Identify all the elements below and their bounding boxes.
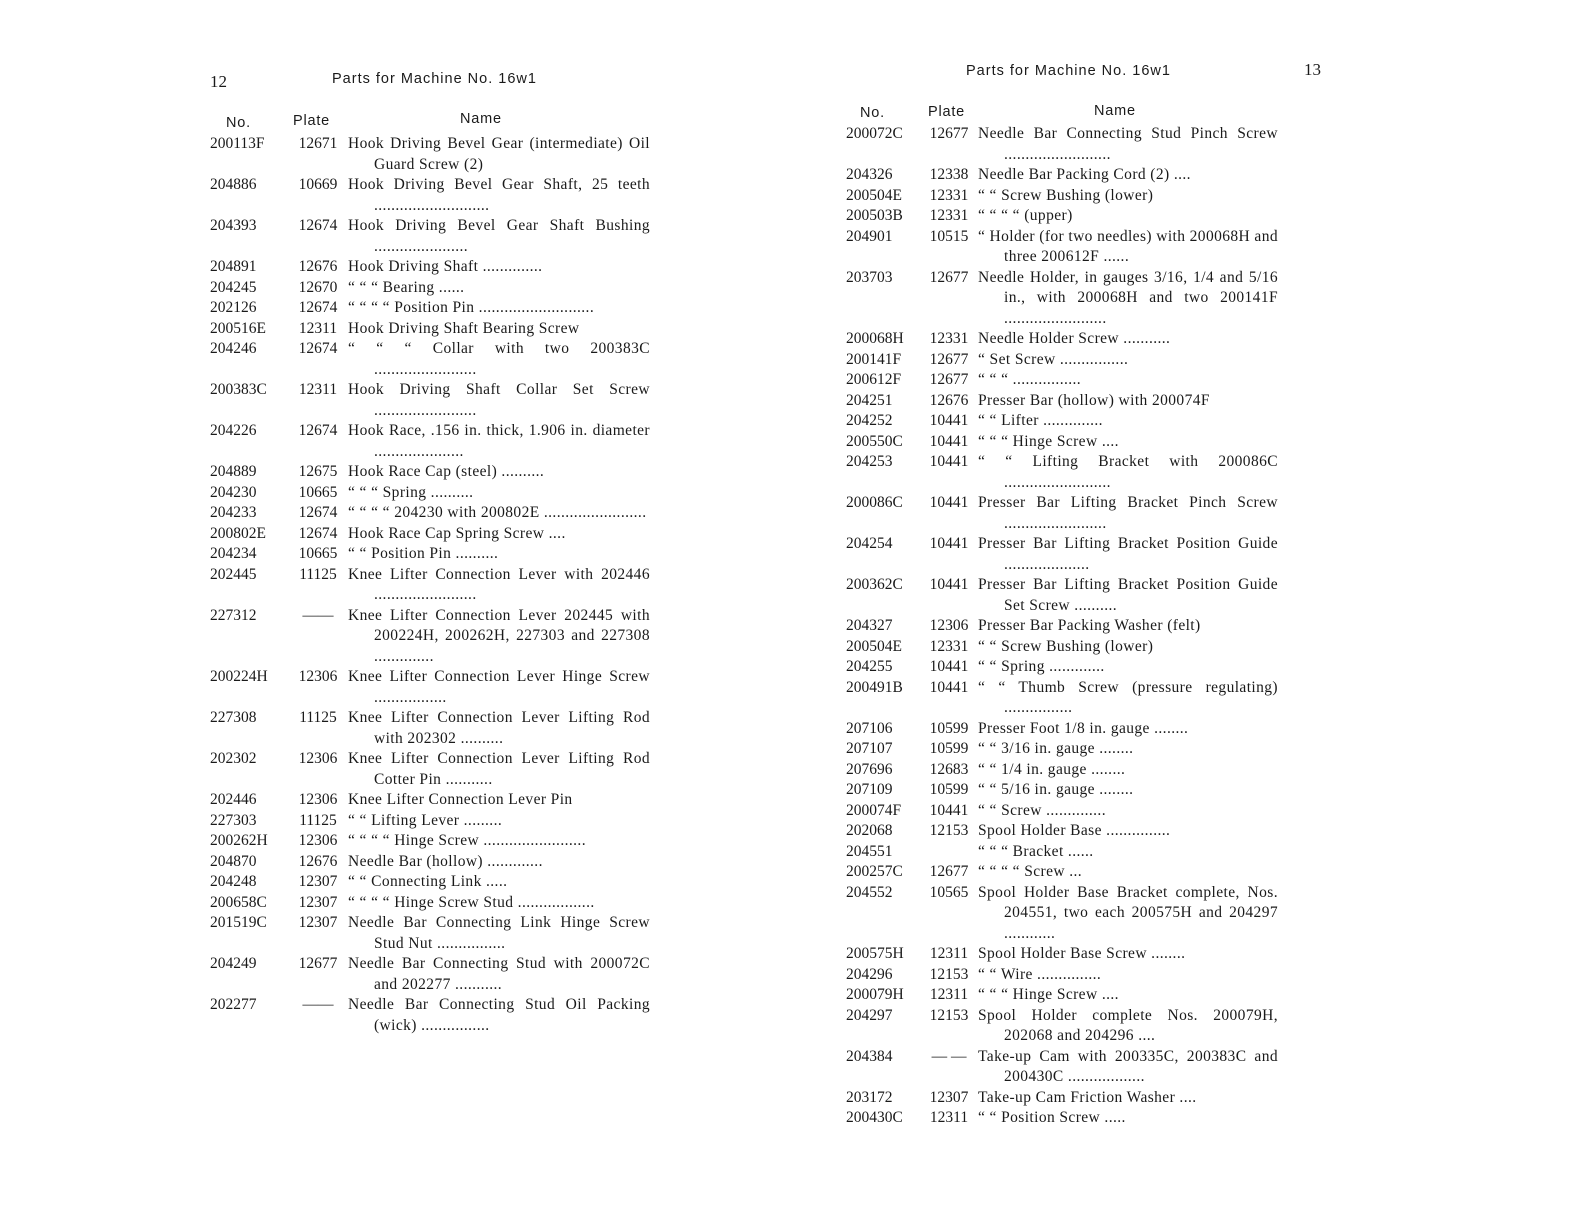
plate-number: 12677 bbox=[929, 371, 969, 388]
part-name: Spool Holder Base ............... bbox=[978, 822, 1171, 839]
plate-number: 10599 bbox=[929, 781, 969, 798]
part-name: Spool Holder Base Bracket complete, Nos. 204551, two each 200575H and 204297 ............ bbox=[978, 883, 1278, 942]
part-name: Knee Lifter Connection Lever Lifting Rod Cotter Pin ........... bbox=[348, 750, 650, 788]
plate-number: 12153 bbox=[929, 1006, 969, 1024]
parts-row bbox=[210, 503, 650, 524]
column-header-no: No. bbox=[226, 115, 251, 131]
running-head: Parts for Machine No. 16w1 bbox=[966, 63, 1171, 79]
parts-row bbox=[846, 1047, 1278, 1088]
part-number: 200262H bbox=[210, 832, 268, 849]
part-name: “ “ “ “ (upper) bbox=[978, 207, 1073, 224]
parts-row bbox=[846, 186, 1278, 207]
part-number: 204889 bbox=[210, 463, 257, 480]
part-name: “ “ Lifting Lever ......... bbox=[348, 811, 503, 829]
part-name: Needle Bar Packing Cord (2) .... bbox=[978, 166, 1191, 183]
parts-row bbox=[846, 493, 1278, 534]
parts-row bbox=[210, 708, 650, 749]
part-number: 204384 bbox=[846, 1047, 893, 1065]
part-name: Presser Bar Lifting Bracket Position Guide .................... bbox=[978, 535, 1278, 573]
parts-row bbox=[846, 801, 1278, 822]
parts-row bbox=[846, 329, 1278, 350]
plate-number: 12676 bbox=[929, 391, 969, 409]
plate-number: 12338 bbox=[929, 166, 969, 183]
part-name: Take-up Cam Friction Washer .... bbox=[978, 1088, 1197, 1106]
part-name: “ Holder (for two needles) with 200068H and three 200612F ...... bbox=[978, 227, 1278, 265]
part-number: 200074F bbox=[846, 801, 902, 819]
plate-number: 10515 bbox=[929, 227, 969, 245]
parts-row bbox=[846, 985, 1278, 1006]
part-number: 203172 bbox=[846, 1088, 893, 1106]
part-name: “ “ “ ................ bbox=[978, 371, 1082, 388]
part-number: 207109 bbox=[846, 781, 893, 798]
parts-row bbox=[846, 124, 1278, 165]
part-name: “ “ “ Hinge Screw .... bbox=[978, 986, 1119, 1003]
plate-number: 12683 bbox=[929, 760, 969, 778]
plate-number: 12311 bbox=[929, 986, 969, 1003]
part-number: 202068 bbox=[846, 822, 893, 839]
part-name: “ “ “ Hinge Screw .... bbox=[978, 432, 1119, 450]
part-number: 204246 bbox=[210, 340, 257, 357]
parts-row bbox=[846, 883, 1278, 945]
part-number: 200086C bbox=[846, 494, 903, 511]
part-name: “ “ Thumb Screw (pressure regulating) ................ bbox=[978, 678, 1278, 716]
part-name: Presser Foot 1/8 in. gauge ........ bbox=[978, 719, 1189, 737]
plate-number: — — bbox=[931, 1047, 967, 1065]
plate-number: 11125 bbox=[299, 709, 337, 726]
part-number: 200658C bbox=[210, 893, 267, 911]
part-number: 204248 bbox=[210, 873, 257, 890]
part-name: Presser Bar Lifting Bracket Pinch Screw ........................ bbox=[978, 494, 1278, 532]
column-header-no: No. bbox=[860, 105, 885, 121]
part-name: “ “ Position Screw ..... bbox=[978, 1109, 1126, 1126]
part-name: “ “ “ Collar with two 200383C ........................ bbox=[348, 340, 650, 378]
column-header-name: Name bbox=[1094, 103, 1136, 119]
plate-number: 10441 bbox=[929, 678, 969, 696]
part-name: “ “ “ “ Hinge Screw ........................ bbox=[348, 832, 586, 849]
plate-number: 12311 bbox=[298, 381, 338, 398]
part-number: 200491B bbox=[846, 678, 903, 696]
parts-row bbox=[846, 616, 1278, 637]
part-name: “ “ “ “ 204230 with 200802E ........................ bbox=[348, 504, 647, 521]
parts-row bbox=[846, 165, 1278, 186]
part-number: 204297 bbox=[846, 1006, 893, 1024]
part-number: 200516E bbox=[210, 319, 266, 337]
parts-row bbox=[846, 1088, 1278, 1109]
part-name: “ Set Screw ................ bbox=[978, 350, 1129, 368]
parts-row bbox=[210, 811, 650, 832]
plate-number: 10565 bbox=[929, 883, 969, 901]
part-number: 200504E bbox=[846, 637, 902, 655]
plate-number: 12674 bbox=[298, 299, 338, 316]
parts-row bbox=[210, 278, 650, 299]
parts-row bbox=[846, 1108, 1278, 1129]
parts-row bbox=[846, 206, 1278, 227]
plate-number: 12307 bbox=[929, 1088, 969, 1106]
part-name: Needle Bar Connecting Stud Oil Packing (wick) ................ bbox=[348, 996, 650, 1034]
plate-number: —— bbox=[302, 996, 334, 1013]
parts-row bbox=[210, 606, 650, 668]
plate-number: 10441 bbox=[929, 453, 969, 470]
parts-row bbox=[210, 175, 650, 216]
plate-number: 12311 bbox=[298, 319, 338, 337]
column-header-plate: Plate bbox=[293, 113, 331, 129]
plate-number: 12677 bbox=[929, 268, 969, 286]
plate-number: 11125 bbox=[299, 811, 337, 829]
part-name: Presser Bar (hollow) with 200074F bbox=[978, 391, 1210, 409]
part-name: Knee Lifter Connection Lever with 202446 ........................ bbox=[348, 565, 650, 603]
part-number: 204226 bbox=[210, 422, 257, 439]
part-number: 200113F bbox=[210, 135, 265, 152]
part-number: 204551 bbox=[846, 842, 893, 860]
parts-row bbox=[210, 893, 650, 914]
part-name: Needle Bar Connecting Stud with 200072C and 202277 ........... bbox=[348, 955, 650, 993]
parts-list-left bbox=[210, 134, 650, 1036]
part-name: “ “ “ Bearing ...... bbox=[348, 278, 465, 296]
part-number: 200068H bbox=[846, 330, 904, 347]
parts-row bbox=[846, 842, 1278, 863]
part-name: Take-up Cam with 200335C, 200383C and 200430C .................. bbox=[978, 1047, 1278, 1085]
plate-number: 12331 bbox=[929, 186, 969, 204]
parts-row bbox=[210, 339, 650, 380]
parts-row bbox=[210, 565, 650, 606]
parts-row bbox=[846, 739, 1278, 760]
part-name: “ “ 1/4 in. gauge ........ bbox=[978, 760, 1126, 778]
part-name: “ “ Spring ............. bbox=[978, 658, 1105, 675]
parts-row bbox=[846, 760, 1278, 781]
part-number: 200550C bbox=[846, 432, 903, 450]
part-name: “ “ Lifting Bracket with 200086C ......................... bbox=[978, 453, 1278, 491]
plate-number: 12306 bbox=[298, 832, 338, 849]
parts-row bbox=[846, 944, 1278, 965]
part-name: Hook Race Cap Spring Screw .... bbox=[348, 524, 566, 542]
plate-number: 10665 bbox=[298, 483, 338, 501]
parts-row bbox=[846, 227, 1278, 268]
part-name: “ “ Lifter .............. bbox=[978, 412, 1103, 429]
part-name: “ “ “ “ Screw ... bbox=[978, 863, 1083, 880]
running-head: Parts for Machine No. 16w1 bbox=[332, 71, 537, 87]
part-name: “ “ Screw Bushing (lower) bbox=[978, 186, 1154, 204]
plate-number: 12306 bbox=[298, 791, 338, 808]
parts-row bbox=[210, 216, 650, 257]
part-number: 207107 bbox=[846, 740, 893, 757]
plate-number: 11125 bbox=[299, 565, 337, 583]
part-name: Presser Bar Packing Washer (felt) bbox=[978, 617, 1201, 634]
part-number: 204245 bbox=[210, 278, 257, 296]
part-number: 200802E bbox=[210, 524, 266, 542]
plate-number: 12674 bbox=[298, 504, 338, 521]
parts-row bbox=[846, 350, 1278, 371]
page-number: 12 bbox=[210, 72, 227, 91]
plate-number: 10599 bbox=[929, 719, 969, 737]
parts-row bbox=[210, 954, 650, 995]
plate-number: 10441 bbox=[929, 801, 969, 819]
parts-row bbox=[846, 432, 1278, 453]
part-name: Hook Race Cap (steel) .......... bbox=[348, 463, 545, 480]
parts-row bbox=[210, 872, 650, 893]
part-number: 204296 bbox=[846, 965, 893, 983]
column-header-plate: Plate bbox=[928, 104, 966, 120]
part-name: Spool Holder complete Nos. 200079H, 202068 and 204296 .... bbox=[978, 1006, 1278, 1044]
plate-number: 12307 bbox=[298, 873, 338, 890]
parts-list-right bbox=[846, 124, 1278, 1129]
parts-row bbox=[846, 719, 1278, 740]
plate-number: 10669 bbox=[298, 176, 338, 193]
part-name: Hook Driving Bevel Gear (intermediate) Oil Guard Screw (2) bbox=[348, 135, 650, 173]
plate-number: 10441 bbox=[929, 412, 969, 429]
part-number: 204393 bbox=[210, 217, 257, 234]
plate-number: 12676 bbox=[298, 852, 338, 870]
plate-number: 12306 bbox=[929, 617, 969, 634]
plate-number: 12677 bbox=[929, 350, 969, 368]
part-number: 204901 bbox=[846, 227, 893, 245]
part-number: 204870 bbox=[210, 852, 257, 870]
part-name: Hook Driving Shaft Bearing Screw bbox=[348, 319, 580, 337]
part-number: 200383C bbox=[210, 381, 267, 398]
plate-number: 12153 bbox=[929, 822, 969, 839]
plate-number: 12311 bbox=[929, 1109, 969, 1126]
part-number: 200575H bbox=[846, 945, 904, 962]
part-number: 204252 bbox=[846, 412, 893, 429]
part-name: Hook Race, .156 in. thick, 1.906 in. diameter ..................... bbox=[348, 422, 650, 460]
part-number: 200257C bbox=[846, 863, 903, 880]
plate-number: —— bbox=[302, 606, 334, 624]
plate-number: 12674 bbox=[298, 422, 338, 439]
plate-number: 10441 bbox=[929, 535, 969, 552]
plate-number: 10599 bbox=[929, 740, 969, 757]
parts-row bbox=[210, 319, 650, 340]
part-name: Hook Driving Bevel Gear Shaft, 25 teeth ........................... bbox=[348, 176, 650, 214]
parts-row bbox=[210, 831, 650, 852]
part-name: Spool Holder Base Screw ........ bbox=[978, 945, 1186, 962]
part-number: 204234 bbox=[210, 545, 257, 562]
plate-number: 12671 bbox=[298, 135, 338, 152]
plate-number: 10441 bbox=[929, 576, 969, 593]
part-name: “ “ Connecting Link ..... bbox=[348, 873, 508, 890]
part-number: 204891 bbox=[210, 258, 257, 275]
parts-row bbox=[210, 913, 650, 954]
parts-row bbox=[846, 637, 1278, 658]
plate-number: 12331 bbox=[929, 207, 969, 224]
parts-row bbox=[846, 1006, 1278, 1047]
plate-number: 12677 bbox=[929, 125, 969, 142]
part-number: 200072C bbox=[846, 125, 903, 142]
part-number: 200503B bbox=[846, 207, 903, 224]
plate-number: 12307 bbox=[298, 893, 338, 911]
parts-row bbox=[846, 452, 1278, 493]
part-number: 227303 bbox=[210, 811, 257, 829]
plate-number: 12674 bbox=[298, 217, 338, 234]
parts-row bbox=[210, 380, 650, 421]
parts-row bbox=[846, 370, 1278, 391]
plate-number: 10665 bbox=[298, 545, 338, 562]
part-name: Needle Bar Connecting Link Hinge Screw Stud Nut ................ bbox=[348, 914, 650, 952]
parts-row bbox=[210, 134, 650, 175]
parts-row bbox=[210, 995, 650, 1036]
plate-number: 12306 bbox=[298, 668, 338, 685]
right-page bbox=[820, 0, 1584, 1224]
plate-number: 12677 bbox=[298, 955, 338, 972]
part-name: “ “ “ “ Hinge Screw Stud .................. bbox=[348, 893, 595, 911]
parts-row bbox=[846, 965, 1278, 986]
plate-number: 12331 bbox=[929, 330, 969, 347]
left-page bbox=[0, 0, 760, 1224]
part-number: 200430C bbox=[846, 1109, 903, 1126]
parts-row bbox=[210, 749, 650, 790]
part-number: 204233 bbox=[210, 504, 257, 521]
part-number: 204230 bbox=[210, 483, 257, 501]
part-number: 202126 bbox=[210, 299, 257, 316]
part-number: 204254 bbox=[846, 535, 893, 552]
part-number: 204326 bbox=[846, 166, 893, 183]
parts-row bbox=[846, 657, 1278, 678]
parts-row bbox=[210, 667, 650, 708]
part-number: 204255 bbox=[846, 658, 893, 675]
plate-number: 12674 bbox=[298, 340, 338, 357]
parts-row bbox=[846, 575, 1278, 616]
plate-number: 12331 bbox=[929, 637, 969, 655]
plate-number: 12153 bbox=[929, 965, 969, 983]
part-number: 204251 bbox=[846, 391, 893, 409]
parts-row bbox=[210, 257, 650, 278]
part-name: Knee Lifter Connection Lever 202445 with 200224H, 200262H, 227303 and 227308 .............. bbox=[348, 606, 650, 665]
parts-row bbox=[210, 462, 650, 483]
parts-row bbox=[846, 780, 1278, 801]
part-number: 200612F bbox=[846, 371, 902, 388]
parts-row bbox=[210, 790, 650, 811]
plate-number: 12674 bbox=[298, 524, 338, 542]
plate-number: 12675 bbox=[298, 463, 338, 480]
part-name: “ “ Position Pin .......... bbox=[348, 545, 499, 562]
parts-row bbox=[210, 421, 650, 462]
part-name: Presser Bar Lifting Bracket Position Guide Set Screw .......... bbox=[978, 576, 1278, 614]
part-name: Hook Driving Bevel Gear Shaft Bushing ...................... bbox=[348, 217, 650, 255]
part-number: 227308 bbox=[210, 709, 257, 726]
part-name: Knee Lifter Connection Lever Lifting Rod with 202302 .......... bbox=[348, 709, 650, 747]
plate-number: 10441 bbox=[929, 658, 969, 675]
part-name: Needle Bar Connecting Stud Pinch Screw ......................... bbox=[978, 125, 1278, 163]
parts-row bbox=[846, 391, 1278, 412]
part-number: 204327 bbox=[846, 617, 893, 634]
part-name: “ “ 3/16 in. gauge ........ bbox=[978, 740, 1134, 757]
part-name: Needle Bar (hollow) ............. bbox=[348, 852, 543, 870]
parts-row bbox=[210, 544, 650, 565]
plate-number: 12676 bbox=[298, 258, 338, 275]
part-name: “ “ “ “ Position Pin ........................... bbox=[348, 299, 595, 316]
part-name: Needle Holder Screw ........... bbox=[978, 330, 1171, 347]
part-number: 202277 bbox=[210, 996, 257, 1013]
part-number: 207696 bbox=[846, 760, 893, 778]
parts-row bbox=[210, 524, 650, 545]
part-name: “ “ Screw .............. bbox=[978, 801, 1106, 819]
part-name: “ “ Screw Bushing (lower) bbox=[978, 637, 1154, 655]
part-number: 202302 bbox=[210, 750, 257, 767]
parts-row bbox=[846, 411, 1278, 432]
part-name: “ “ Wire ............... bbox=[978, 965, 1102, 983]
part-name: Hook Driving Shaft Collar Set Screw ........................ bbox=[348, 381, 650, 419]
part-name: Hook Driving Shaft .............. bbox=[348, 258, 543, 275]
part-number: 200362C bbox=[846, 576, 903, 593]
part-number: 200141F bbox=[846, 350, 902, 368]
part-name: Knee Lifter Connection Lever Hinge Screw ................. bbox=[348, 668, 650, 706]
parts-row bbox=[846, 268, 1278, 330]
plate-number: 10441 bbox=[929, 494, 969, 511]
part-name: “ “ “ Spring .......... bbox=[348, 483, 474, 501]
part-number: 204249 bbox=[210, 955, 257, 972]
parts-row bbox=[846, 534, 1278, 575]
page-number: 13 bbox=[1304, 60, 1321, 79]
part-number: 204253 bbox=[846, 453, 893, 470]
part-name: Needle Holder, in gauges 3/16, 1/4 and 5/16 in., with 200068H and two 200141F ........................ bbox=[978, 268, 1278, 327]
plate-number: 12307 bbox=[298, 914, 338, 931]
parts-row bbox=[210, 852, 650, 873]
part-name: “ “ “ Bracket ...... bbox=[978, 842, 1094, 860]
part-number: 200079H bbox=[846, 986, 904, 1003]
parts-row bbox=[210, 483, 650, 504]
part-number: 204886 bbox=[210, 176, 257, 193]
plate-number: 12670 bbox=[298, 278, 338, 296]
parts-row bbox=[210, 298, 650, 319]
part-name: Knee Lifter Connection Lever Pin bbox=[348, 791, 573, 808]
plate-number: 12677 bbox=[929, 863, 969, 880]
part-number: 201519C bbox=[210, 914, 267, 931]
part-number: 227312 bbox=[210, 606, 257, 624]
part-number: 202445 bbox=[210, 565, 257, 583]
part-number: 204552 bbox=[846, 883, 893, 901]
plate-number: 12311 bbox=[929, 945, 969, 962]
column-header-name: Name bbox=[460, 111, 502, 127]
plate-number: 12306 bbox=[298, 750, 338, 767]
part-number: 203703 bbox=[846, 268, 893, 286]
part-number: 207106 bbox=[846, 719, 893, 737]
part-number: 200224H bbox=[210, 668, 268, 685]
parts-row bbox=[846, 678, 1278, 719]
parts-row bbox=[846, 821, 1278, 842]
parts-row bbox=[846, 862, 1278, 883]
part-number: 200504E bbox=[846, 186, 902, 204]
part-name: “ “ 5/16 in. gauge ........ bbox=[978, 781, 1134, 798]
plate-number: 10441 bbox=[929, 432, 969, 450]
part-number: 202446 bbox=[210, 791, 257, 808]
